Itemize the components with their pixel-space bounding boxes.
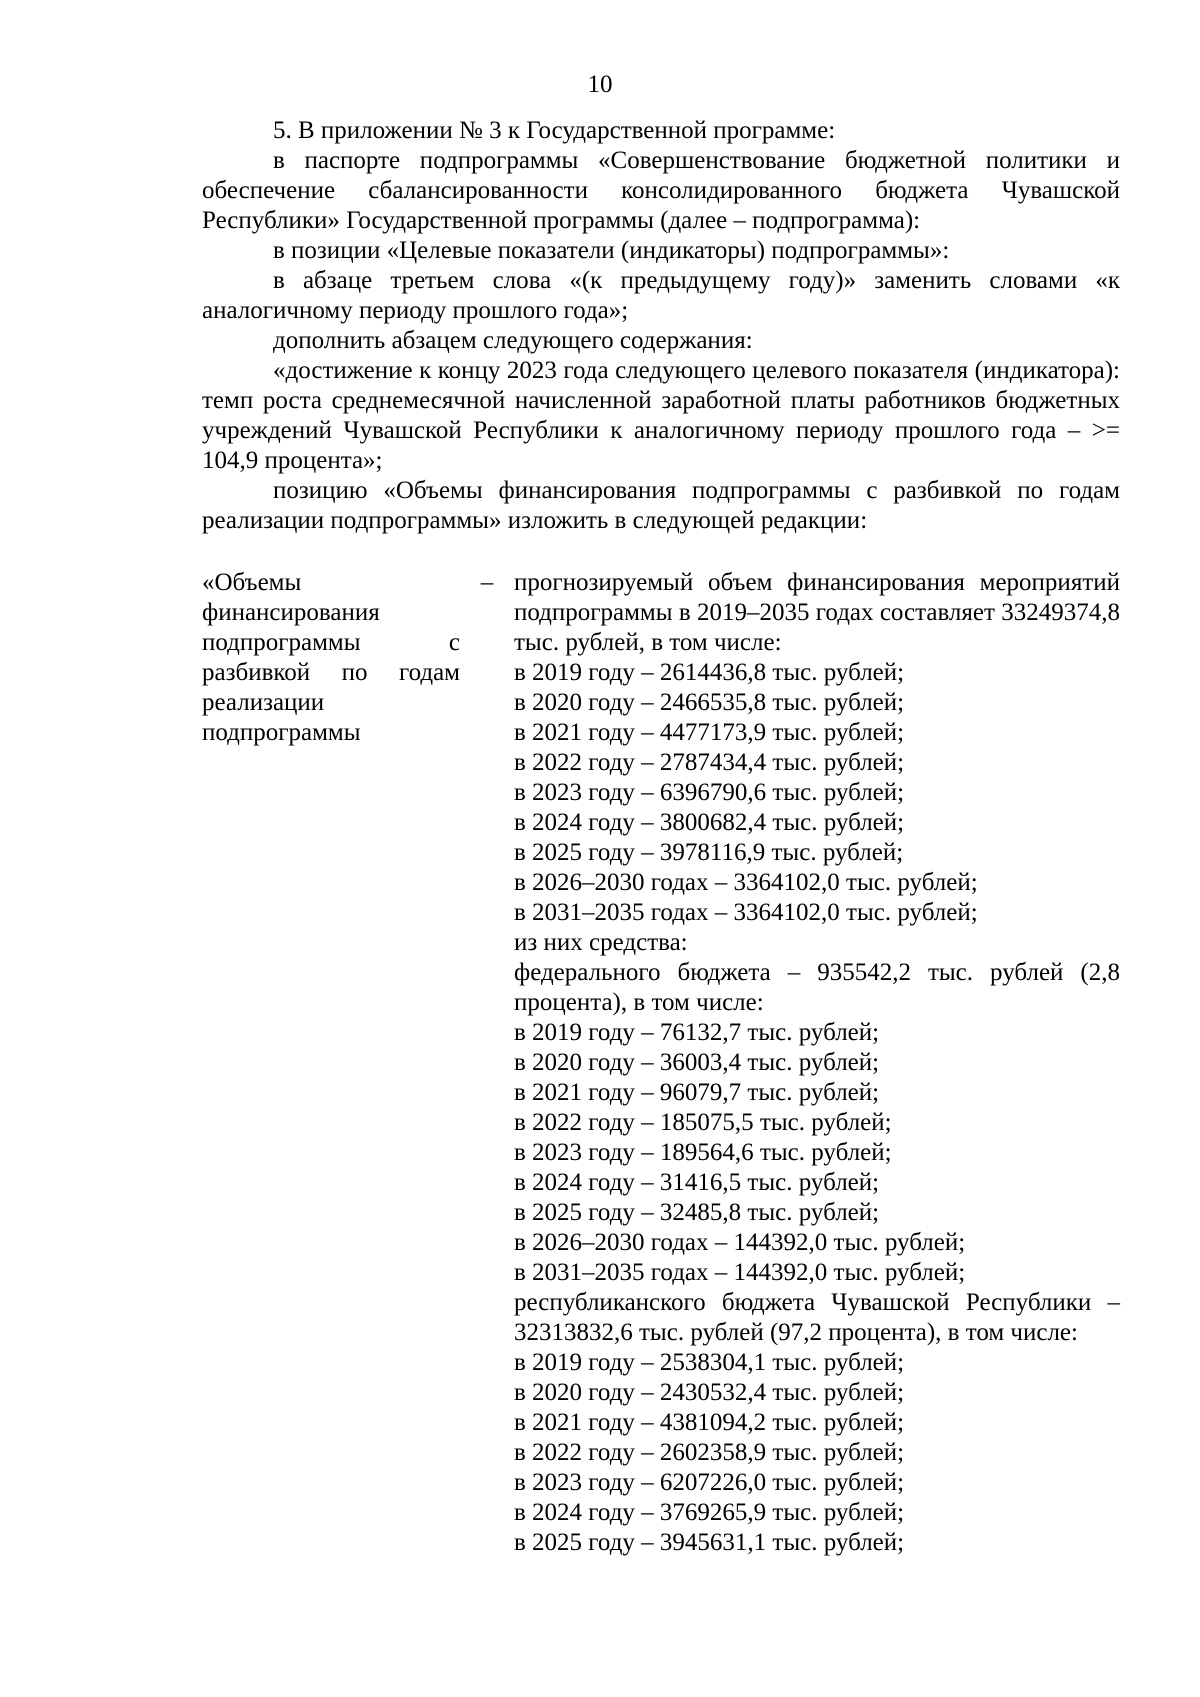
funding-intro: прогнозируемый объем финансирования мероприятий подпрограммы в 2019–2035 годах составляет 33249374,8 тыс. рублей, в том числе: (514, 569, 1120, 656)
federal-by-year-line: в 2021 году – 96079,7 тыс. рублей; (514, 1079, 880, 1106)
paragraph: в абзаце третьем слова «(к предыдущему году)» заменить словами «к аналогичному периоду прошлого года»; (202, 267, 1120, 324)
passport-dash: – (480, 569, 494, 596)
page-number: 10 (587, 71, 613, 98)
republic-by-year-line: в 2023 году – 6207226,0 тыс. рублей; (514, 1469, 905, 1496)
total-by-year-line: в 2021 году – 4477173,9 тыс. рублей; (514, 719, 905, 746)
total-by-year-line: в 2025 году – 3978116,9 тыс. рублей; (514, 839, 904, 866)
total-by-year-line: в 2026–2030 годах – 3364102,0 тыс. рублей; (514, 869, 978, 896)
republic-by-year-line: в 2021 году – 4381094,2 тыс. рублей; (514, 1409, 905, 1436)
federal-by-year-line: в 2020 году – 36003,4 тыс. рублей; (514, 1049, 880, 1076)
total-by-year-line: в 2023 году – 6396790,6 тыс. рублей; (514, 779, 905, 806)
total-by-year-line: в 2019 году – 2614436,8 тыс. рублей; (514, 659, 905, 686)
paragraph: в паспорте подпрограммы «Совершенствование бюджетной политики и обеспечение сбалансированности консолидированного бюджета Чувашской Республики» Государственной программы (далее – подпрограмма): (202, 147, 1120, 234)
republic-by-year-list (514, 1348, 1120, 1558)
document-body (202, 116, 1120, 536)
paragraph: в позиции «Целевые показатели (индикаторы) подпрограммы»: (273, 237, 950, 264)
federal-by-year-line: в 2019 году – 76132,7 тыс. рублей; (514, 1019, 880, 1046)
federal-by-year-line: в 2023 году – 189564,6 тыс. рублей; (514, 1139, 892, 1166)
sources-heading: из них средства: (514, 929, 688, 956)
paragraph: позицию «Объемы финансирования подпрограммы с разбивкой по годам реализации подпрограммы» изложить в следующей редакции: (202, 477, 1120, 534)
federal-by-year-list (514, 1018, 1120, 1288)
federal-by-year-line: в 2025 году – 32485,8 тыс. рублей; (514, 1199, 880, 1226)
paragraph: «достижение к концу 2023 года следующего целевого показателя (индикатора): темп роста среднемесячной начисленной заработной платы работников бюджетных учреждений Чувашской Республики к аналогичному периоду прошлого года – >= 104,9 процента»; (202, 357, 1120, 474)
paragraph: дополнить абзацем следующего содержания: (273, 327, 753, 354)
republic-by-year-line: в 2024 году – 3769265,9 тыс. рублей; (514, 1499, 905, 1526)
passport-position-values (514, 568, 1120, 1558)
total-by-year-list (514, 658, 1120, 928)
republic-budget-heading: республиканского бюджета Чувашской Республики – 32313832,6 тыс. рублей (97,2 процента), в том числе: (514, 1289, 1120, 1346)
federal-by-year-line: в 2031–2035 годах – 144392,0 тыс. рублей; (514, 1259, 966, 1286)
total-by-year-line: в 2022 году – 2787434,4 тыс. рублей; (514, 749, 905, 776)
federal-by-year-line: в 2026–2030 годах – 144392,0 тыс. рублей; (514, 1229, 966, 1256)
federal-by-year-line: в 2022 году – 185075,5 тыс. рублей; (514, 1109, 892, 1136)
passport-position-table (202, 568, 1120, 1558)
passport-position-label: «Объемы финансирования подпрограммы с разбивкой по годам реализации подпрограммы (202, 569, 460, 746)
republic-by-year-line: в 2019 году – 2538304,1 тыс. рублей; (514, 1349, 905, 1376)
republic-by-year-line: в 2020 году – 2430532,4 тыс. рублей; (514, 1379, 905, 1406)
total-by-year-line: в 2024 году – 3800682,4 тыс. рублей; (514, 809, 905, 836)
federal-by-year-line: в 2024 году – 31416,5 тыс. рублей; (514, 1169, 880, 1196)
total-by-year-line: в 2031–2035 годах – 3364102,0 тыс. рублей; (514, 899, 978, 926)
republic-by-year-line: в 2025 году – 3945631,1 тыс. рублей; (514, 1529, 905, 1556)
total-by-year-line: в 2020 году – 2466535,8 тыс. рублей; (514, 689, 905, 716)
paragraph: 5. В приложении № 3 к Государственной программе: (273, 117, 836, 144)
republic-by-year-line: в 2022 году – 2602358,9 тыс. рублей; (514, 1439, 905, 1466)
federal-budget-heading: федерального бюджета – 935542,2 тыс. рублей (2,8 процента), в том числе: (514, 959, 1120, 1016)
